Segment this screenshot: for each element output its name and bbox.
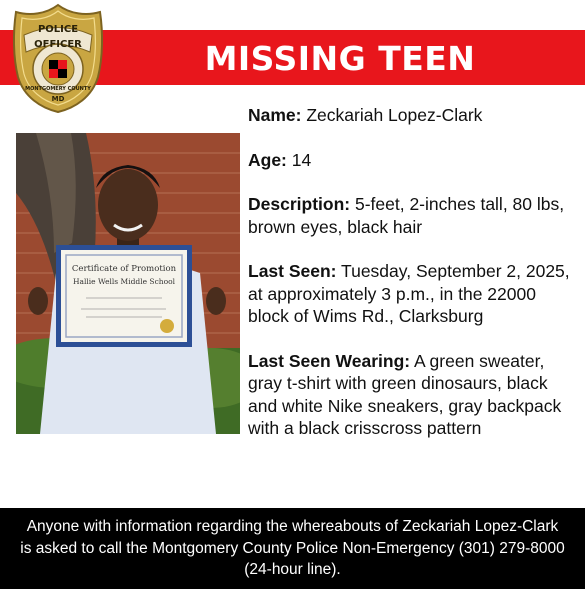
age-line (248, 149, 578, 172)
missing-person-photo (16, 133, 240, 434)
name-label: Name: (248, 105, 302, 125)
wearing-value: A green sweater, gray t-shirt with green dinosaurs, black and white Nike sneakers, gray backpack with a black crisscross pattern (248, 350, 562, 438)
badge-middle-text: OFFICER (34, 39, 82, 50)
last-seen-label: Last Seen: (248, 261, 337, 281)
name-value: Zeckariah Lopez-Clark (301, 105, 483, 125)
name-line (248, 104, 578, 127)
certificate-school: Hallie Wells Middle School (72, 277, 176, 286)
age-value: 14 (286, 149, 312, 170)
contact-footer (0, 508, 585, 589)
last-seen-value: Tuesday, September 2, 2025, at approximately 3 p.m., in the 22000 block of Wims Rd., Clarksburg (248, 261, 570, 326)
wearing-line (248, 350, 578, 440)
description-value: 5-feet, 2-inches tall, 80 lbs, brown eyes, black hair (248, 194, 565, 237)
page-title: MISSING TEEN (204, 39, 476, 78)
wearing-label: Last Seen Wearing: (248, 350, 411, 371)
description-label: Description: (248, 194, 351, 214)
description-line (248, 193, 578, 238)
contact-text: Anyone with information regarding the whereabouts of Zeckariah Lopez-Clark is asked to call the Montgomery County Police Non-Emergency (301) 279-8000 (24-hour line). (20, 518, 565, 578)
certificate-title: Certificate of Promotion (71, 264, 177, 274)
police-badge-icon (10, 2, 106, 114)
badge-bottom-text: MD (51, 95, 65, 103)
missing-person-details (248, 104, 578, 462)
last-seen-line (248, 260, 578, 328)
badge-ring-text: MONTGOMERY COUNTY (25, 86, 91, 92)
age-label: Age: (248, 149, 287, 170)
badge-top-text: POLICE (37, 24, 79, 35)
